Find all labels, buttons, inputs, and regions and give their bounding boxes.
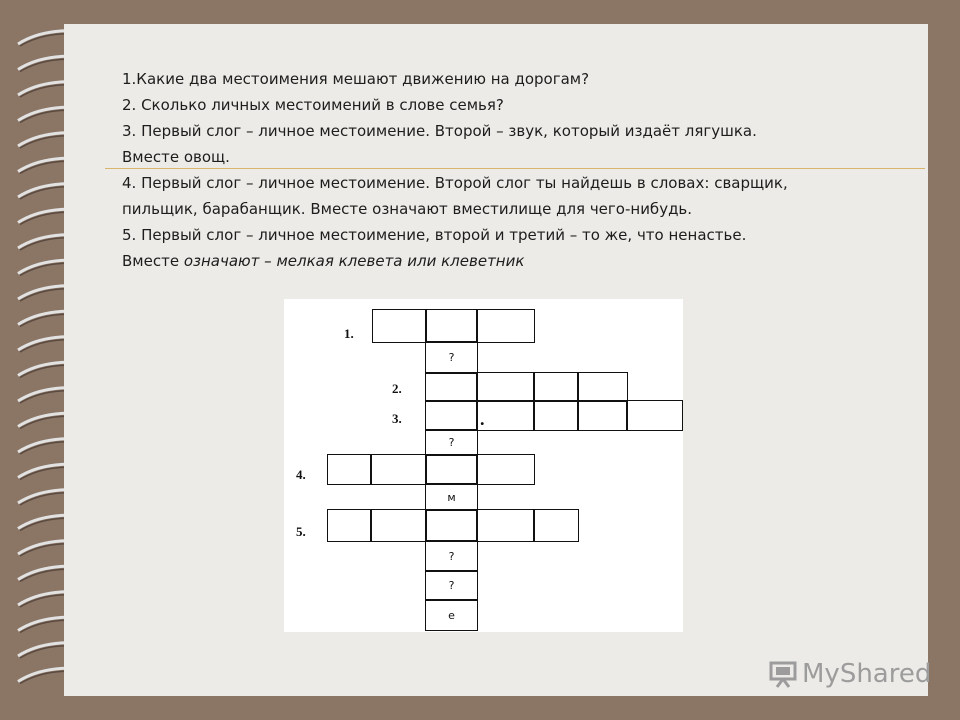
crossword-cell[interactable] [425,454,478,485]
crossword-cell[interactable] [577,372,628,402]
crossword-cell[interactable] [425,483,478,511]
crossword-cell[interactable] [533,400,579,431]
question-line: 1.Какие два местоимения мешают движению на дорогам? [122,70,590,88]
question-line: 3. Первый слог – личное местоимение. Второй – звук, который издаёт лягушка. [122,122,757,140]
crossword-cell[interactable] [476,400,535,431]
crossword-cell[interactable] [425,570,478,601]
crossword-cell[interactable] [425,429,478,456]
question-text: Вместе [122,252,180,270]
crossword-cell[interactable] [327,454,372,485]
crossword-cell[interactable] [476,454,535,485]
hint-letter: е [448,608,455,622]
question-italic-text: означают – мелкая клевета или клеветник [183,252,525,270]
clue-number-5: 5. [296,524,306,539]
presentation-icon [768,659,798,689]
hint-letter: м [447,490,456,504]
crossword-cell[interactable] [425,540,478,572]
crossword-cell[interactable] [425,599,478,631]
crossword-cell[interactable] [533,509,579,542]
question-line: 2. Сколько личных местоимений в слове семья? [122,96,504,114]
crossword-cell[interactable] [476,509,535,542]
hint-letter: ? [448,549,455,563]
watermark-text: MyShared [802,659,932,689]
hint-letter: ? [448,579,455,592]
crossword-cell[interactable] [577,400,628,431]
crossword-cell[interactable] [626,400,683,431]
question-line: пильщик, барабанщик. Вместе означают вместилище для чего-нибудь. [122,200,693,218]
crossword-cell[interactable] [533,372,579,402]
crossword-cell[interactable] [476,309,535,343]
hint-letter: ? [448,436,455,449]
crossword-cell[interactable] [425,400,478,431]
crossword-cell[interactable] [476,372,535,402]
myshared-watermark [768,656,931,692]
crossword-cell[interactable] [425,309,478,343]
clue-number-4: 4. [296,467,306,482]
crossword-cell[interactable] [372,309,427,343]
crossword-grid [284,299,683,632]
clue-number-1: 1. [344,326,354,341]
crossword-cell[interactable] [425,372,478,402]
crossword-cell[interactable] [370,454,427,485]
crossword-cell[interactable] [425,509,478,542]
question-line [122,248,912,274]
question-line: 4. Первый слог – личное местоимение. Второй слог ты найдешь в словах: сварщик, [122,174,788,192]
question-line: Вместе овощ. [122,148,230,166]
crossword-cell[interactable] [327,509,372,542]
question-line: 5. Первый слог – личное местоимение, второй и третий – то же, что ненастье. [122,226,747,244]
questions-text [122,66,912,274]
crossword-cell[interactable] [370,509,427,542]
crossword-cell[interactable] [425,341,478,374]
dot-mark: . [480,409,485,429]
hint-letter: ? [448,351,455,364]
clue-number-2: 2. [392,381,402,396]
clue-number-3: 3. [392,411,402,426]
